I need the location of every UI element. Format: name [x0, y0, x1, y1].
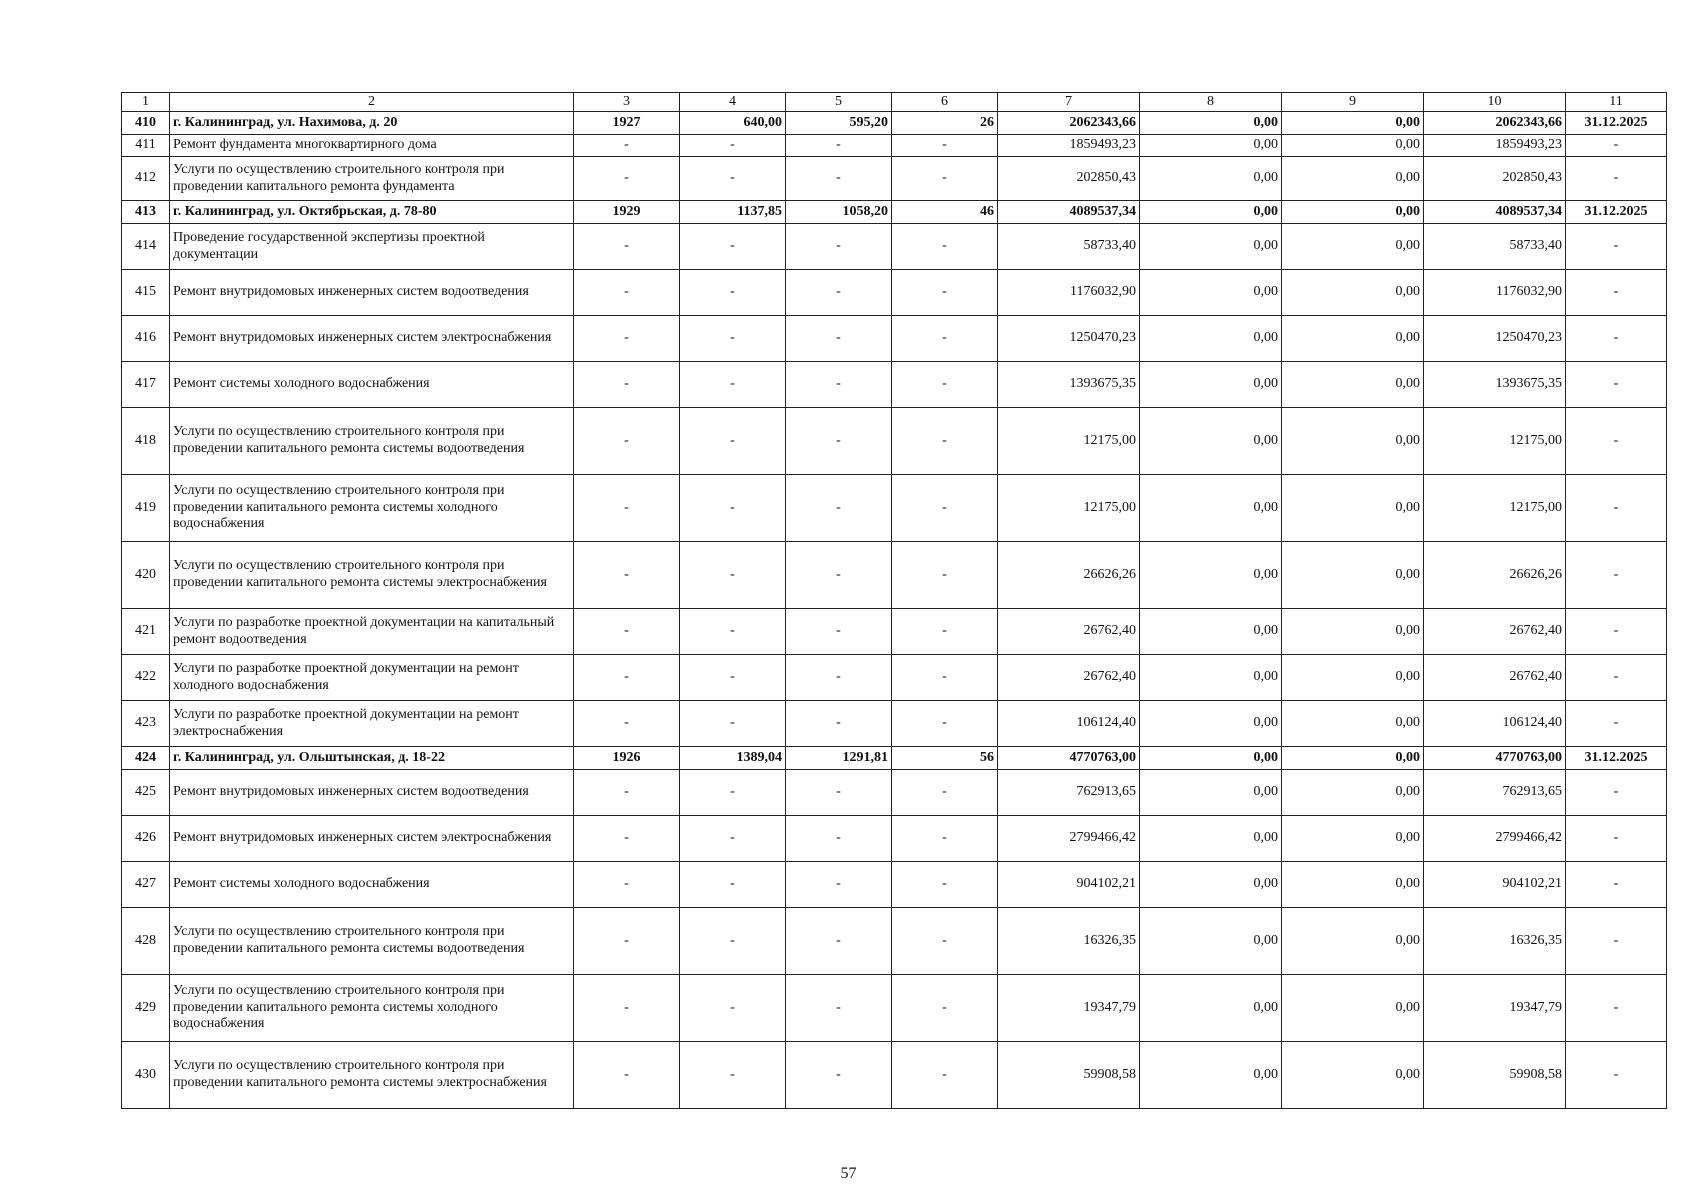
fund-cost-8-cell: 0,00	[1140, 135, 1282, 157]
table-row	[122, 408, 1667, 475]
row-number-cell: 426	[122, 816, 170, 862]
work-description-cell: Ремонт внутридомовых инженерных систем водоотведения	[170, 270, 574, 316]
page-number: 57	[840, 1165, 857, 1182]
living-area-cell: -	[786, 770, 892, 816]
work-description-cell: Услуги по осуществлению строительного контроля при проведении капитального ремонта системы электроснабжения	[170, 542, 574, 609]
table-body	[122, 112, 1667, 1109]
total-area-cell: -	[680, 609, 786, 655]
owners-cost-cell: 1393675,35	[1424, 362, 1566, 408]
fund-cost-9-cell: 0,00	[1282, 1042, 1424, 1109]
build-year-cell: -	[574, 609, 680, 655]
build-year-cell: -	[574, 316, 680, 362]
column-header: 9	[1282, 93, 1424, 112]
total-area-cell: -	[680, 816, 786, 862]
fund-cost-8-cell: 0,00	[1140, 270, 1282, 316]
fund-cost-9-cell: 0,00	[1282, 747, 1424, 770]
row-number-cell: 421	[122, 609, 170, 655]
owners-cost-cell: 26626,26	[1424, 542, 1566, 609]
work-description-cell: Ремонт внутридомовых инженерных систем электроснабжения	[170, 816, 574, 862]
work-description-cell: Услуги по осуществлению строительного контроля при проведении капитального ремонта системы водоотведения	[170, 408, 574, 475]
build-year-cell: -	[574, 135, 680, 157]
table-row	[122, 224, 1667, 270]
total-cost-cell: 58733,40	[998, 224, 1140, 270]
total-area-cell: -	[680, 157, 786, 201]
residents-cell: -	[892, 135, 998, 157]
fund-cost-8-cell: 0,00	[1140, 362, 1282, 408]
column-header: 5	[786, 93, 892, 112]
fund-cost-8-cell: 0,00	[1140, 862, 1282, 908]
owners-cost-cell: 59908,58	[1424, 1042, 1566, 1109]
table-row	[122, 362, 1667, 408]
owners-cost-cell: 16326,35	[1424, 908, 1566, 975]
row-number-cell: 417	[122, 362, 170, 408]
completion-date-cell: -	[1566, 862, 1667, 908]
column-header: 2	[170, 93, 574, 112]
total-cost-cell: 26626,26	[998, 542, 1140, 609]
living-area-cell: -	[786, 135, 892, 157]
residents-cell: -	[892, 770, 998, 816]
residents-cell: -	[892, 975, 998, 1042]
work-description-cell: г. Калининград, ул. Октябрьская, д. 78-80	[170, 201, 574, 224]
completion-date-cell: -	[1566, 908, 1667, 975]
work-description-cell: Услуги по осуществлению строительного контроля при проведении капитального ремонта системы водоотведения	[170, 908, 574, 975]
work-description-cell: Ремонт системы холодного водоснабжения	[170, 362, 574, 408]
total-cost-cell: 106124,40	[998, 701, 1140, 747]
residents-cell: -	[892, 1042, 998, 1109]
total-area-cell: -	[680, 975, 786, 1042]
total-area-cell: 1389,04	[680, 747, 786, 770]
fund-cost-8-cell: 0,00	[1140, 770, 1282, 816]
work-description-cell: Услуги по разработке проектной документации на ремонт холодного водоснабжения	[170, 655, 574, 701]
owners-cost-cell: 4089537,34	[1424, 201, 1566, 224]
residents-cell: -	[892, 270, 998, 316]
row-number-cell: 410	[122, 112, 170, 135]
owners-cost-cell: 58733,40	[1424, 224, 1566, 270]
table-row	[122, 135, 1667, 157]
work-description-cell: Услуги по разработке проектной документации на ремонт электроснабжения	[170, 701, 574, 747]
table-row	[122, 770, 1667, 816]
total-area-cell: -	[680, 362, 786, 408]
completion-date-cell: -	[1566, 475, 1667, 542]
column-header: 7	[998, 93, 1140, 112]
living-area-cell: -	[786, 270, 892, 316]
row-number-cell: 422	[122, 655, 170, 701]
residents-cell: -	[892, 316, 998, 362]
total-cost-cell: 1250470,23	[998, 316, 1140, 362]
owners-cost-cell: 12175,00	[1424, 475, 1566, 542]
living-area-cell: -	[786, 475, 892, 542]
total-area-cell: 640,00	[680, 112, 786, 135]
total-cost-cell: 26762,40	[998, 655, 1140, 701]
total-area-cell: -	[680, 655, 786, 701]
owners-cost-cell: 19347,79	[1424, 975, 1566, 1042]
build-year-cell: -	[574, 270, 680, 316]
total-cost-cell: 1859493,23	[998, 135, 1140, 157]
work-description-cell: г. Калининград, ул. Нахимова, д. 20	[170, 112, 574, 135]
address-row	[122, 747, 1667, 770]
column-header: 6	[892, 93, 998, 112]
owners-cost-cell: 904102,21	[1424, 862, 1566, 908]
row-number-cell: 418	[122, 408, 170, 475]
total-area-cell: -	[680, 408, 786, 475]
fund-cost-8-cell: 0,00	[1140, 224, 1282, 270]
total-cost-cell: 2062343,66	[998, 112, 1140, 135]
build-year-cell: -	[574, 770, 680, 816]
owners-cost-cell: 762913,65	[1424, 770, 1566, 816]
fund-cost-9-cell: 0,00	[1282, 316, 1424, 362]
fund-cost-9-cell: 0,00	[1282, 701, 1424, 747]
fund-cost-8-cell: 0,00	[1140, 655, 1282, 701]
table-row	[122, 1042, 1667, 1109]
table-row	[122, 270, 1667, 316]
build-year-cell: -	[574, 362, 680, 408]
row-number-cell: 416	[122, 316, 170, 362]
fund-cost-9-cell: 0,00	[1282, 542, 1424, 609]
total-cost-cell: 1176032,90	[998, 270, 1140, 316]
residents-cell: 56	[892, 747, 998, 770]
build-year-cell: 1929	[574, 201, 680, 224]
fund-cost-9-cell: 0,00	[1282, 224, 1424, 270]
build-year-cell: -	[574, 655, 680, 701]
work-description-cell: Услуги по осуществлению строительного контроля при проведении капитального ремонта системы электроснабжения	[170, 1042, 574, 1109]
living-area-cell: -	[786, 609, 892, 655]
fund-cost-8-cell: 0,00	[1140, 316, 1282, 362]
fund-cost-8-cell: 0,00	[1140, 475, 1282, 542]
fund-cost-9-cell: 0,00	[1282, 270, 1424, 316]
fund-cost-9-cell: 0,00	[1282, 408, 1424, 475]
owners-cost-cell: 1176032,90	[1424, 270, 1566, 316]
fund-cost-9-cell: 0,00	[1282, 112, 1424, 135]
row-number-cell: 419	[122, 475, 170, 542]
column-header: 4	[680, 93, 786, 112]
column-header: 1	[122, 93, 170, 112]
owners-cost-cell: 1250470,23	[1424, 316, 1566, 362]
residents-cell: -	[892, 609, 998, 655]
total-cost-cell: 202850,43	[998, 157, 1140, 201]
residents-cell: 46	[892, 201, 998, 224]
fund-cost-9-cell: 0,00	[1282, 655, 1424, 701]
owners-cost-cell: 2062343,66	[1424, 112, 1566, 135]
residents-cell: -	[892, 816, 998, 862]
row-number-cell: 411	[122, 135, 170, 157]
fund-cost-8-cell: 0,00	[1140, 701, 1282, 747]
living-area-cell: -	[786, 157, 892, 201]
owners-cost-cell: 12175,00	[1424, 408, 1566, 475]
living-area-cell: -	[786, 655, 892, 701]
fund-cost-8-cell: 0,00	[1140, 201, 1282, 224]
completion-date-cell: 31.12.2025	[1566, 201, 1667, 224]
completion-date-cell: -	[1566, 770, 1667, 816]
living-area-cell: -	[786, 542, 892, 609]
total-area-cell: -	[680, 224, 786, 270]
build-year-cell: 1926	[574, 747, 680, 770]
total-cost-cell: 16326,35	[998, 908, 1140, 975]
living-area-cell: 595,20	[786, 112, 892, 135]
table-row	[122, 542, 1667, 609]
total-area-cell: -	[680, 475, 786, 542]
total-area-cell: -	[680, 316, 786, 362]
row-number-cell: 423	[122, 701, 170, 747]
completion-date-cell: -	[1566, 701, 1667, 747]
completion-date-cell: 31.12.2025	[1566, 747, 1667, 770]
address-row	[122, 112, 1667, 135]
column-number-row	[122, 93, 1667, 112]
living-area-cell: -	[786, 408, 892, 475]
table-row	[122, 609, 1667, 655]
row-number-cell: 430	[122, 1042, 170, 1109]
build-year-cell: 1927	[574, 112, 680, 135]
living-area-cell: -	[786, 316, 892, 362]
fund-cost-9-cell: 0,00	[1282, 770, 1424, 816]
living-area-cell: -	[786, 862, 892, 908]
total-area-cell: -	[680, 770, 786, 816]
column-header: 11	[1566, 93, 1667, 112]
owners-cost-cell: 4770763,00	[1424, 747, 1566, 770]
total-area-cell: -	[680, 1042, 786, 1109]
table-row	[122, 655, 1667, 701]
table-row	[122, 316, 1667, 362]
total-cost-cell: 762913,65	[998, 770, 1140, 816]
owners-cost-cell: 202850,43	[1424, 157, 1566, 201]
total-area-cell: -	[680, 135, 786, 157]
residents-cell: -	[892, 224, 998, 270]
owners-cost-cell: 1859493,23	[1424, 135, 1566, 157]
living-area-cell: -	[786, 908, 892, 975]
build-year-cell: -	[574, 816, 680, 862]
table-row	[122, 157, 1667, 201]
completion-date-cell: -	[1566, 362, 1667, 408]
total-area-cell: -	[680, 701, 786, 747]
owners-cost-cell: 26762,40	[1424, 609, 1566, 655]
fund-cost-8-cell: 0,00	[1140, 975, 1282, 1042]
total-cost-cell: 26762,40	[998, 609, 1140, 655]
build-year-cell: -	[574, 701, 680, 747]
work-description-cell: Услуги по разработке проектной документации на капитальный ремонт водоотведения	[170, 609, 574, 655]
column-header: 10	[1424, 93, 1566, 112]
work-description-cell: Ремонт внутридомовых инженерных систем водоотведения	[170, 770, 574, 816]
fund-cost-8-cell: 0,00	[1140, 542, 1282, 609]
work-description-cell: г. Калининград, ул. Ольштынская, д. 18-22	[170, 747, 574, 770]
work-description-cell: Услуги по осуществлению строительного контроля при проведении капитального ремонта фундамента	[170, 157, 574, 201]
total-cost-cell: 2799466,42	[998, 816, 1140, 862]
row-number-cell: 420	[122, 542, 170, 609]
living-area-cell: -	[786, 1042, 892, 1109]
work-description-cell: Ремонт фундамента многоквартирного дома	[170, 135, 574, 157]
total-cost-cell: 4089537,34	[998, 201, 1140, 224]
fund-cost-8-cell: 0,00	[1140, 408, 1282, 475]
work-description-cell: Услуги по осуществлению строительного контроля при проведении капитального ремонта системы холодного водоснабжения	[170, 475, 574, 542]
total-cost-cell: 4770763,00	[998, 747, 1140, 770]
build-year-cell: -	[574, 542, 680, 609]
total-cost-cell: 12175,00	[998, 475, 1140, 542]
residents-cell: -	[892, 908, 998, 975]
table-row	[122, 975, 1667, 1042]
completion-date-cell: -	[1566, 975, 1667, 1042]
build-year-cell: -	[574, 475, 680, 542]
residents-cell: -	[892, 157, 998, 201]
fund-cost-8-cell: 0,00	[1140, 112, 1282, 135]
table-row	[122, 862, 1667, 908]
total-cost-cell: 12175,00	[998, 408, 1140, 475]
work-description-cell: Ремонт системы холодного водоснабжения	[170, 862, 574, 908]
residents-cell: -	[892, 362, 998, 408]
row-number-cell: 413	[122, 201, 170, 224]
residents-cell: -	[892, 862, 998, 908]
column-header: 3	[574, 93, 680, 112]
row-number-cell: 427	[122, 862, 170, 908]
build-year-cell: -	[574, 157, 680, 201]
total-cost-cell: 19347,79	[998, 975, 1140, 1042]
total-cost-cell: 904102,21	[998, 862, 1140, 908]
living-area-cell: 1291,81	[786, 747, 892, 770]
residents-cell: -	[892, 475, 998, 542]
total-cost-cell: 59908,58	[998, 1042, 1140, 1109]
fund-cost-9-cell: 0,00	[1282, 609, 1424, 655]
residents-cell: -	[892, 701, 998, 747]
living-area-cell: -	[786, 975, 892, 1042]
build-year-cell: -	[574, 224, 680, 270]
total-area-cell: 1137,85	[680, 201, 786, 224]
total-area-cell: -	[680, 862, 786, 908]
living-area-cell: -	[786, 816, 892, 862]
total-area-cell: -	[680, 908, 786, 975]
fund-cost-8-cell: 0,00	[1140, 609, 1282, 655]
completion-date-cell: 31.12.2025	[1566, 112, 1667, 135]
row-number-cell: 414	[122, 224, 170, 270]
completion-date-cell: -	[1566, 1042, 1667, 1109]
work-description-cell: Проведение государственной экспертизы проектной документации	[170, 224, 574, 270]
fund-cost-9-cell: 0,00	[1282, 862, 1424, 908]
completion-date-cell: -	[1566, 816, 1667, 862]
total-area-cell: -	[680, 542, 786, 609]
table-row	[122, 701, 1667, 747]
fund-cost-8-cell: 0,00	[1140, 747, 1282, 770]
total-area-cell: -	[680, 270, 786, 316]
work-description-cell: Ремонт внутридомовых инженерных систем электроснабжения	[170, 316, 574, 362]
build-year-cell: -	[574, 908, 680, 975]
table-row	[122, 475, 1667, 542]
residents-cell: -	[892, 542, 998, 609]
table-row	[122, 908, 1667, 975]
completion-date-cell: -	[1566, 135, 1667, 157]
row-number-cell: 429	[122, 975, 170, 1042]
register-table	[121, 92, 1667, 1109]
total-cost-cell: 1393675,35	[998, 362, 1140, 408]
living-area-cell: -	[786, 224, 892, 270]
completion-date-cell: -	[1566, 408, 1667, 475]
row-number-cell: 428	[122, 908, 170, 975]
fund-cost-8-cell: 0,00	[1140, 1042, 1282, 1109]
fund-cost-9-cell: 0,00	[1282, 975, 1424, 1042]
residents-cell: 26	[892, 112, 998, 135]
fund-cost-9-cell: 0,00	[1282, 475, 1424, 542]
fund-cost-9-cell: 0,00	[1282, 135, 1424, 157]
build-year-cell: -	[574, 408, 680, 475]
residents-cell: -	[892, 408, 998, 475]
living-area-cell: 1058,20	[786, 201, 892, 224]
fund-cost-8-cell: 0,00	[1140, 816, 1282, 862]
fund-cost-8-cell: 0,00	[1140, 157, 1282, 201]
living-area-cell: -	[786, 701, 892, 747]
table-row	[122, 816, 1667, 862]
completion-date-cell: -	[1566, 316, 1667, 362]
column-header: 8	[1140, 93, 1282, 112]
completion-date-cell: -	[1566, 224, 1667, 270]
fund-cost-8-cell: 0,00	[1140, 908, 1282, 975]
living-area-cell: -	[786, 362, 892, 408]
owners-cost-cell: 26762,40	[1424, 655, 1566, 701]
build-year-cell: -	[574, 862, 680, 908]
residents-cell: -	[892, 655, 998, 701]
build-year-cell: -	[574, 975, 680, 1042]
build-year-cell: -	[574, 1042, 680, 1109]
fund-cost-9-cell: 0,00	[1282, 908, 1424, 975]
completion-date-cell: -	[1566, 270, 1667, 316]
owners-cost-cell: 2799466,42	[1424, 816, 1566, 862]
row-number-cell: 425	[122, 770, 170, 816]
address-row	[122, 201, 1667, 224]
owners-cost-cell: 106124,40	[1424, 701, 1566, 747]
completion-date-cell: -	[1566, 609, 1667, 655]
completion-date-cell: -	[1566, 542, 1667, 609]
row-number-cell: 424	[122, 747, 170, 770]
fund-cost-9-cell: 0,00	[1282, 362, 1424, 408]
row-number-cell: 412	[122, 157, 170, 201]
completion-date-cell: -	[1566, 655, 1667, 701]
row-number-cell: 415	[122, 270, 170, 316]
fund-cost-9-cell: 0,00	[1282, 157, 1424, 201]
fund-cost-9-cell: 0,00	[1282, 816, 1424, 862]
completion-date-cell: -	[1566, 157, 1667, 201]
fund-cost-9-cell: 0,00	[1282, 201, 1424, 224]
work-description-cell: Услуги по осуществлению строительного контроля при проведении капитального ремонта системы холодного водоснабжения	[170, 975, 574, 1042]
